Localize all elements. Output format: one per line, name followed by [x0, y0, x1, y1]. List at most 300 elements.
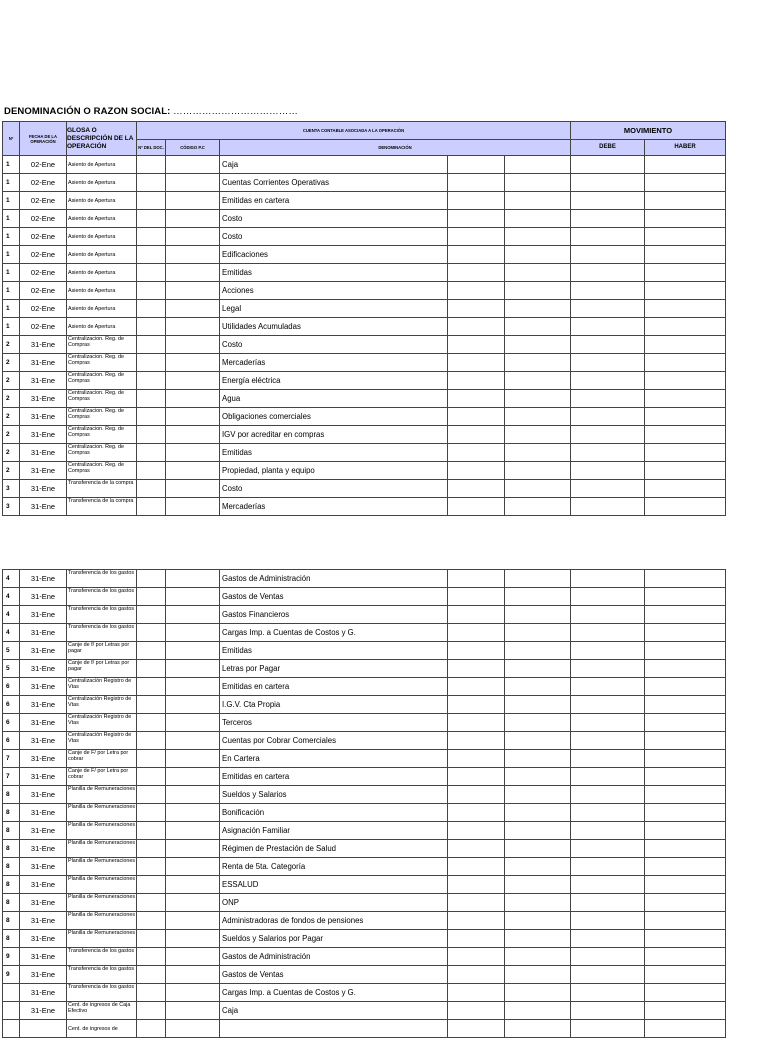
doc-number-cell — [137, 462, 166, 480]
operation-description: Centralizacion. Reg. de Compras — [67, 444, 137, 462]
operation-description: Asiento de Apertura — [67, 192, 137, 210]
operation-date — [20, 1020, 67, 1038]
operation-date: 31-Ene — [20, 408, 67, 426]
account-code-cell — [166, 714, 220, 732]
extra-cell — [448, 192, 505, 210]
extra-cell — [505, 498, 571, 516]
debit-cell — [571, 444, 645, 462]
operation-description: Asiento de Apertura — [67, 282, 137, 300]
doc-number-cell — [137, 678, 166, 696]
header-denomination: DENOMINACIÓN — [220, 140, 571, 156]
doc-number-cell — [137, 444, 166, 462]
debit-cell — [571, 624, 645, 642]
operation-description: Centralizacion. Reg. de Compras — [67, 408, 137, 426]
extra-cell — [505, 606, 571, 624]
table-row — [3, 570, 726, 588]
operation-date: 31-Ene — [20, 678, 67, 696]
operation-description: Planilla de Remuneraciones — [67, 804, 137, 822]
operation-description: Canje de F/ por Letra por cobrar — [67, 768, 137, 786]
table-row — [3, 1002, 726, 1020]
extra-cell — [448, 732, 505, 750]
doc-number-cell — [137, 912, 166, 930]
operation-date: 02-Ene — [20, 192, 67, 210]
extra-cell — [448, 768, 505, 786]
debit-cell — [571, 156, 645, 174]
debit-cell — [571, 876, 645, 894]
operation-date: 31-Ene — [20, 390, 67, 408]
debit-cell — [571, 912, 645, 930]
account-code-cell — [166, 678, 220, 696]
extra-cell — [448, 606, 505, 624]
extra-cell — [448, 174, 505, 192]
account-denomination: Emitidas — [220, 444, 448, 462]
operation-date: 02-Ene — [20, 264, 67, 282]
journal-table-1 — [2, 121, 726, 516]
table-row — [3, 174, 726, 192]
extra-cell — [505, 210, 571, 228]
account-code-cell — [166, 336, 220, 354]
extra-cell — [505, 444, 571, 462]
extra-cell — [448, 660, 505, 678]
account-denomination: Costo — [220, 336, 448, 354]
account-code-cell — [166, 786, 220, 804]
debit-cell — [571, 768, 645, 786]
doc-number-cell — [137, 372, 166, 390]
account-denomination: Legal — [220, 300, 448, 318]
extra-cell — [448, 858, 505, 876]
doc-number-cell — [137, 156, 166, 174]
entry-number: 2 — [3, 372, 20, 390]
account-code-cell — [166, 858, 220, 876]
credit-cell — [645, 498, 726, 516]
account-denomination: Administradoras de fondos de pensiones — [220, 912, 448, 930]
account-denomination: Utilidades Acumuladas — [220, 318, 448, 336]
account-code-cell — [166, 372, 220, 390]
account-code-cell — [166, 732, 220, 750]
extra-cell — [505, 192, 571, 210]
extra-cell — [505, 696, 571, 714]
header-account-code: CÓDIGO P.C — [166, 140, 220, 156]
extra-cell — [505, 336, 571, 354]
extra-cell — [505, 768, 571, 786]
entry-number: 6 — [3, 732, 20, 750]
credit-cell — [645, 336, 726, 354]
operation-description: Centralizacion. Reg. de Compras — [67, 336, 137, 354]
extra-cell — [448, 678, 505, 696]
extra-cell — [505, 840, 571, 858]
account-code-cell — [166, 840, 220, 858]
doc-number-cell — [137, 732, 166, 750]
debit-cell — [571, 948, 645, 966]
debit-cell — [571, 840, 645, 858]
debit-cell — [571, 1020, 645, 1038]
doc-number-cell — [137, 804, 166, 822]
entry-number: 9 — [3, 948, 20, 966]
extra-cell — [505, 264, 571, 282]
operation-date: 31-Ene — [20, 606, 67, 624]
debit-cell — [571, 228, 645, 246]
entry-number: 2 — [3, 462, 20, 480]
entry-number — [3, 984, 20, 1002]
extra-cell — [505, 678, 571, 696]
operation-date: 02-Ene — [20, 282, 67, 300]
operation-date: 31-Ene — [20, 336, 67, 354]
table-row — [3, 912, 726, 930]
table-row — [3, 750, 726, 768]
entry-number: 2 — [3, 336, 20, 354]
debit-cell — [571, 732, 645, 750]
table-row — [3, 246, 726, 264]
debit-cell — [571, 426, 645, 444]
extra-cell — [505, 804, 571, 822]
debit-cell — [571, 714, 645, 732]
credit-cell — [645, 300, 726, 318]
table-row — [3, 156, 726, 174]
operation-date: 31-Ene — [20, 930, 67, 948]
entry-number: 1 — [3, 156, 20, 174]
credit-cell — [645, 156, 726, 174]
account-denomination: Emitidas en cartera — [220, 768, 448, 786]
extra-cell — [505, 174, 571, 192]
extra-cell — [448, 462, 505, 480]
account-denomination: Costo — [220, 480, 448, 498]
operation-description: Transferencia de la compra — [67, 480, 137, 498]
extra-cell — [505, 750, 571, 768]
extra-cell — [448, 570, 505, 588]
doc-number-cell — [137, 786, 166, 804]
extra-cell — [505, 318, 571, 336]
credit-cell — [645, 750, 726, 768]
account-code-cell — [166, 354, 220, 372]
account-denomination: Energía eléctrica — [220, 372, 448, 390]
credit-cell — [645, 894, 726, 912]
operation-description: Planilla de Remuneraciones — [67, 822, 137, 840]
account-code-cell — [166, 930, 220, 948]
table-row — [3, 840, 726, 858]
entry-number: 6 — [3, 696, 20, 714]
operation-description: Transferencia de los gastos — [67, 624, 137, 642]
operation-description: Centralizacion. Reg. de Compras — [67, 354, 137, 372]
operation-date: 31-Ene — [20, 984, 67, 1002]
debit-cell — [571, 660, 645, 678]
account-code-cell — [166, 282, 220, 300]
operation-date: 31-Ene — [20, 426, 67, 444]
credit-cell — [645, 246, 726, 264]
credit-cell — [645, 444, 726, 462]
debit-cell — [571, 786, 645, 804]
table-row — [3, 984, 726, 1002]
doc-number-cell — [137, 966, 166, 984]
table-row — [3, 228, 726, 246]
account-denomination: Sueldos y Salarios — [220, 786, 448, 804]
doc-number-cell — [137, 210, 166, 228]
account-denomination: Gastos de Administración — [220, 948, 448, 966]
entry-number: 1 — [3, 228, 20, 246]
table-row — [3, 768, 726, 786]
entry-number: 6 — [3, 678, 20, 696]
operation-date: 31-Ene — [20, 498, 67, 516]
doc-number-cell — [137, 480, 166, 498]
account-code-cell — [166, 174, 220, 192]
debit-cell — [571, 390, 645, 408]
debit-cell — [571, 480, 645, 498]
credit-cell — [645, 858, 726, 876]
account-denomination: Emitidas en cartera — [220, 192, 448, 210]
header-debit: DEBE — [571, 140, 645, 156]
operation-description: Centralizacion. Reg. de Compras — [67, 372, 137, 390]
account-denomination: Cargas Imp. a Cuentas de Costos y G. — [220, 624, 448, 642]
debit-cell — [571, 966, 645, 984]
credit-cell — [645, 354, 726, 372]
doc-number-cell — [137, 318, 166, 336]
account-code-cell — [166, 480, 220, 498]
table-row — [3, 498, 726, 516]
operation-description: Transferencia de los gastos — [67, 948, 137, 966]
entry-number: 4 — [3, 570, 20, 588]
entry-number: 8 — [3, 804, 20, 822]
extra-cell — [448, 156, 505, 174]
extra-cell — [505, 246, 571, 264]
table-row — [3, 426, 726, 444]
account-code-cell — [166, 462, 220, 480]
account-code-cell — [166, 966, 220, 984]
extra-cell — [505, 660, 571, 678]
operation-description: Planilla de Remuneraciones — [67, 840, 137, 858]
credit-cell — [645, 714, 726, 732]
operation-description: Canje de f/ por Letras por pagar — [67, 660, 137, 678]
extra-cell — [505, 930, 571, 948]
operation-date: 02-Ene — [20, 318, 67, 336]
doc-number-cell — [137, 750, 166, 768]
entry-number: 8 — [3, 930, 20, 948]
operation-description: Planilla de Remuneraciones — [67, 786, 137, 804]
account-denomination — [220, 1020, 448, 1038]
account-denomination: Gastos Financieros — [220, 606, 448, 624]
entry-number: 6 — [3, 714, 20, 732]
table-row — [3, 948, 726, 966]
account-denomination: Obligaciones comerciales — [220, 408, 448, 426]
entry-number: 8 — [3, 786, 20, 804]
extra-cell — [505, 462, 571, 480]
account-denomination: Asignación Familiar — [220, 822, 448, 840]
table-row — [3, 264, 726, 282]
extra-cell — [505, 480, 571, 498]
operation-date: 02-Ene — [20, 300, 67, 318]
extra-cell — [505, 876, 571, 894]
account-denomination: Caja — [220, 1002, 448, 1020]
operation-description: Asiento de Apertura — [67, 228, 137, 246]
credit-cell — [645, 768, 726, 786]
operation-date: 31-Ene — [20, 822, 67, 840]
account-code-cell — [166, 984, 220, 1002]
account-code-cell — [166, 318, 220, 336]
debit-cell — [571, 894, 645, 912]
journal-table-2 — [2, 569, 726, 1038]
account-denomination: ESSALUD — [220, 876, 448, 894]
extra-cell — [448, 282, 505, 300]
account-code-cell — [166, 246, 220, 264]
extra-cell — [448, 750, 505, 768]
operation-description: Asiento de Apertura — [67, 246, 137, 264]
extra-cell — [505, 408, 571, 426]
extra-cell — [505, 642, 571, 660]
credit-cell — [645, 282, 726, 300]
account-code-cell — [166, 300, 220, 318]
extra-cell — [448, 1002, 505, 1020]
extra-cell — [505, 966, 571, 984]
credit-cell — [645, 372, 726, 390]
operation-date: 31-Ene — [20, 894, 67, 912]
table-row — [3, 732, 726, 750]
debit-cell — [571, 372, 645, 390]
operation-date: 31-Ene — [20, 696, 67, 714]
credit-cell — [645, 390, 726, 408]
account-denomination: Mercaderías — [220, 498, 448, 516]
account-code-cell — [166, 804, 220, 822]
entry-number: 8 — [3, 840, 20, 858]
credit-cell — [645, 318, 726, 336]
entry-number: 8 — [3, 876, 20, 894]
doc-number-cell — [137, 300, 166, 318]
account-denomination: Emitidas en cartera — [220, 678, 448, 696]
operation-date: 31-Ene — [20, 948, 67, 966]
table-row — [3, 480, 726, 498]
doc-number-cell — [137, 228, 166, 246]
operation-date: 31-Ene — [20, 750, 67, 768]
extra-cell — [448, 354, 505, 372]
operation-date: 31-Ene — [20, 462, 67, 480]
account-code-cell — [166, 192, 220, 210]
extra-cell — [448, 372, 505, 390]
credit-cell — [645, 912, 726, 930]
credit-cell — [645, 480, 726, 498]
account-denomination: Régimen de Prestación de Salud — [220, 840, 448, 858]
account-denomination: Acciones — [220, 282, 448, 300]
debit-cell — [571, 678, 645, 696]
entry-number: 1 — [3, 210, 20, 228]
credit-cell — [645, 588, 726, 606]
table-row — [3, 714, 726, 732]
company-name-line — [4, 106, 298, 117]
credit-cell — [645, 624, 726, 642]
debit-cell — [571, 174, 645, 192]
extra-cell — [505, 984, 571, 1002]
operation-date: 31-Ene — [20, 480, 67, 498]
header-account: CUENTA CONTABLE ASOCIADA A LA OPERACIÓN — [137, 122, 571, 140]
extra-cell — [505, 372, 571, 390]
debit-cell — [571, 588, 645, 606]
credit-cell — [645, 678, 726, 696]
operation-description: Centralización Registro de Vtas — [67, 714, 137, 732]
account-denomination: Sueldos y Salarios por Pagar — [220, 930, 448, 948]
extra-cell — [505, 948, 571, 966]
operation-description: Canje de f/ por Letras por pagar — [67, 642, 137, 660]
entry-number: 3 — [3, 480, 20, 498]
operation-description: Asiento de Apertura — [67, 156, 137, 174]
table-row — [3, 282, 726, 300]
account-denomination: Caja — [220, 156, 448, 174]
header-movement: MOVIMIENTO — [571, 122, 726, 140]
debit-cell — [571, 408, 645, 426]
extra-cell — [448, 264, 505, 282]
doc-number-cell — [137, 174, 166, 192]
credit-cell — [645, 570, 726, 588]
entry-number: 1 — [3, 264, 20, 282]
account-denomination: Costo — [220, 228, 448, 246]
credit-cell — [645, 966, 726, 984]
table-row — [3, 894, 726, 912]
header-credit: HABER — [645, 140, 726, 156]
entry-number: 3 — [3, 498, 20, 516]
company-name-placeholder: ………………………………… — [173, 106, 298, 117]
operation-description: Centralizacion. Reg. de Compras — [67, 390, 137, 408]
doc-number-cell — [137, 930, 166, 948]
operation-description: Planilla de Remuneraciones — [67, 912, 137, 930]
doc-number-cell — [137, 1002, 166, 1020]
operation-date: 31-Ene — [20, 1002, 67, 1020]
account-code-cell — [166, 624, 220, 642]
operation-date: 31-Ene — [20, 804, 67, 822]
credit-cell — [645, 426, 726, 444]
table-row — [3, 390, 726, 408]
entry-number: 1 — [3, 174, 20, 192]
operation-date: 02-Ene — [20, 156, 67, 174]
credit-cell — [645, 264, 726, 282]
table-row — [3, 804, 726, 822]
account-denomination: Cuentas por Cobrar Comerciales — [220, 732, 448, 750]
entry-number: 9 — [3, 966, 20, 984]
extra-cell — [448, 642, 505, 660]
table-row — [3, 210, 726, 228]
account-code-cell — [166, 1002, 220, 1020]
entry-number: 1 — [3, 246, 20, 264]
table-row — [3, 462, 726, 480]
operation-date: 31-Ene — [20, 354, 67, 372]
table-row — [3, 300, 726, 318]
extra-cell — [448, 696, 505, 714]
account-denomination: Cargas Imp. a Cuentas de Costos y G. — [220, 984, 448, 1002]
operation-date: 31-Ene — [20, 570, 67, 588]
debit-cell — [571, 750, 645, 768]
account-code-cell — [166, 876, 220, 894]
table-row — [3, 966, 726, 984]
extra-cell — [505, 732, 571, 750]
extra-cell — [448, 246, 505, 264]
debit-cell — [571, 696, 645, 714]
account-code-cell — [166, 768, 220, 786]
credit-cell — [645, 408, 726, 426]
entry-number: 2 — [3, 354, 20, 372]
entry-number: 7 — [3, 750, 20, 768]
extra-cell — [505, 390, 571, 408]
credit-cell — [645, 660, 726, 678]
operation-date: 02-Ene — [20, 174, 67, 192]
account-denomination: Emitidas — [220, 642, 448, 660]
extra-cell — [505, 714, 571, 732]
operation-date: 31-Ene — [20, 768, 67, 786]
operation-date: 31-Ene — [20, 588, 67, 606]
operation-description: Planilla de Remuneraciones — [67, 876, 137, 894]
debit-cell — [571, 822, 645, 840]
credit-cell — [645, 228, 726, 246]
credit-cell — [645, 786, 726, 804]
operation-date: 31-Ene — [20, 732, 67, 750]
credit-cell — [645, 192, 726, 210]
extra-cell — [448, 390, 505, 408]
account-denomination: Bonificación — [220, 804, 448, 822]
doc-number-cell — [137, 282, 166, 300]
operation-date: 02-Ene — [20, 246, 67, 264]
